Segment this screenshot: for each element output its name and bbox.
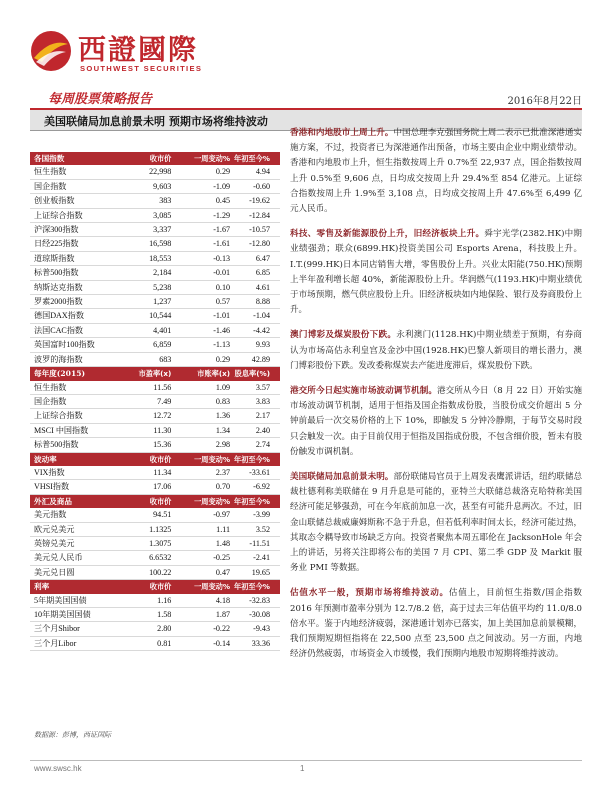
commentary-section	[290, 586, 582, 662]
table-cell: 100.22	[121, 565, 178, 579]
table-section-header	[30, 152, 280, 165]
table-cell: 3.52	[234, 522, 280, 536]
table-cell: -4.42	[234, 323, 280, 337]
table-cell: 波罗的海指数	[30, 352, 121, 366]
table-cell: 0.45	[177, 194, 234, 208]
table-cell: 罗素2000指数	[30, 295, 121, 309]
table-row	[30, 608, 280, 622]
table-header-cell: 外汇及商品	[30, 494, 121, 508]
table-header-cell: 股息率(%)	[234, 367, 280, 381]
table-cell: 2.17	[234, 409, 280, 423]
table-cell: -1.29	[177, 208, 234, 222]
commentary-section	[290, 227, 582, 318]
table-row	[30, 223, 280, 237]
table-header-cell: 年初至今%	[234, 580, 280, 594]
table-cell: 42.89	[234, 352, 280, 366]
table-cell: -1.67	[177, 223, 234, 237]
table-cell: 三个月Libor	[30, 636, 121, 650]
table-header-cell: 利率	[30, 580, 121, 594]
table-row	[30, 565, 280, 579]
table-row	[30, 438, 280, 452]
report-name: 每周股票策略报告	[48, 92, 153, 107]
section-title: 估值水平一般，预期市场将维持波动。	[290, 588, 449, 599]
table-row	[30, 338, 280, 352]
table-row	[30, 381, 280, 395]
table-cell: 2.80	[121, 622, 178, 636]
table-row	[30, 522, 280, 536]
commentary-paragraph	[290, 227, 582, 318]
table-row	[30, 480, 280, 494]
table-cell: 4.94	[234, 165, 280, 179]
table-header-cell: 收市价	[121, 580, 178, 594]
table-cell: 0.47	[177, 565, 234, 579]
commentary-section	[290, 126, 582, 217]
table-cell: -0.25	[177, 551, 234, 565]
table-cell: 11.30	[121, 423, 178, 437]
table-cell: -33.61	[234, 466, 280, 480]
table-row	[30, 622, 280, 636]
table-cell: -10.57	[234, 223, 280, 237]
table-cell: -1.01	[177, 309, 234, 323]
table-cell: 5,238	[121, 280, 178, 294]
commentary-paragraph	[290, 384, 582, 460]
table-cell: 3,337	[121, 223, 178, 237]
table-cell: 2.40	[234, 423, 280, 437]
table-cell: 沪深300指数	[30, 223, 121, 237]
table-row	[30, 536, 280, 550]
table-cell: -0.60	[234, 179, 280, 193]
table-row	[30, 165, 280, 179]
table-cell: -1.04	[234, 309, 280, 323]
table-cell: 上证综合指数	[30, 409, 121, 423]
table-cell: 383	[121, 194, 178, 208]
table-cell: 0.57	[177, 295, 234, 309]
table-header-cell: 年初至今%	[234, 452, 280, 466]
table-cell: VIX指数	[30, 466, 121, 480]
table-cell: 0.29	[177, 352, 234, 366]
section-body: 港交所从今日（8 月 22 日）开始实施市场波动调节机制，适用于恒指及国企指数成份股，当股份成交价超出 5 分钟前最后一次交易价格的上下 10%，即触发 5 分钟冷静期，于每节交易时段只会触发一次。由于目前仅用于恒指及国指成份股，不包含细价股，暂未有股份触发市调机制。	[290, 386, 582, 457]
table-cell: -12.80	[234, 237, 280, 251]
table-cell: 6.85	[234, 266, 280, 280]
table-cell: 3.57	[234, 381, 280, 395]
commentary-paragraph	[290, 586, 582, 662]
table-cell: 9.93	[234, 338, 280, 352]
table-cell: 33.36	[234, 636, 280, 650]
table-header-cell: 收市价	[121, 452, 178, 466]
table-cell: 1,237	[121, 295, 178, 309]
table-cell: 12.72	[121, 409, 178, 423]
table-cell: 4.61	[234, 280, 280, 294]
table-header-cell: 收市价	[121, 152, 178, 165]
table-cell: 22,998	[121, 165, 178, 179]
table-cell: 19.65	[234, 565, 280, 579]
table-cell: -9.43	[234, 622, 280, 636]
table-header-cell: 一周变动%	[177, 580, 234, 594]
market-data-table	[30, 152, 280, 651]
table-cell: -30.08	[234, 608, 280, 622]
section-body: 舜宇光学(2382.HK)中期业绩强劲；联众(6899.HK)投资美国公司 Esports Arena，科技股上升。I.T.(999.HK)日本同店销售大增，零售股份上升。兴业太阳能(750.HK)预期上半年盈利增长超 40%，新能源股份上升。华润燃气(1193.HK)中期业绩优于市场预期，燃气供应股份上升。旧经济板块如内地保险、银行及券商股份上升。	[290, 229, 582, 316]
table-cell: -6.92	[234, 480, 280, 494]
table-cell: 1.16	[121, 594, 178, 608]
table-cell: -2.41	[234, 551, 280, 565]
table-cell: 16,598	[121, 237, 178, 251]
table-row	[30, 251, 280, 265]
section-title: 科技、零售及新能源股份上升，旧经济板块上升。	[290, 229, 485, 240]
table-cell: 1.36	[177, 409, 234, 423]
table-cell: -1.09	[177, 179, 234, 193]
table-row	[30, 295, 280, 309]
table-cell: 18,553	[121, 251, 178, 265]
table-cell: 1.1325	[121, 522, 178, 536]
table-row	[30, 423, 280, 437]
company-logo	[30, 24, 230, 76]
table-header-cell: 年初至今%	[234, 494, 280, 508]
table-section-header	[30, 367, 280, 381]
table-row	[30, 208, 280, 222]
table-section-header	[30, 452, 280, 466]
table-cell: 9,603	[121, 179, 178, 193]
table-row	[30, 394, 280, 408]
table-cell: 6.47	[234, 251, 280, 265]
table-cell: 15.36	[121, 438, 178, 452]
table-cell: 94.51	[121, 508, 178, 522]
page-number: 1	[300, 764, 305, 773]
table-cell: 德国DAX指数	[30, 309, 121, 323]
table-row	[30, 280, 280, 294]
table-cell: 创业板指数	[30, 194, 121, 208]
table-header-cell: 市盈率(x)	[121, 367, 178, 381]
table-cell: 683	[121, 352, 178, 366]
table-cell: 1.48	[177, 536, 234, 550]
table-row	[30, 594, 280, 608]
table-cell: 1.09	[177, 381, 234, 395]
table-cell: 三个月Shibor	[30, 622, 121, 636]
table-cell: 2.74	[234, 438, 280, 452]
table-cell: 2.37	[177, 466, 234, 480]
table-cell: -1.46	[177, 323, 234, 337]
table-header-cell: 一周变动%	[177, 152, 234, 165]
table-cell: 日经225指数	[30, 237, 121, 251]
table-header-cell: 波动率	[30, 452, 121, 466]
table-cell: 4.18	[177, 594, 234, 608]
table-section-header	[30, 494, 280, 508]
table-cell: VHSI指数	[30, 480, 121, 494]
table-row	[30, 636, 280, 650]
table-cell: 纳斯达克指数	[30, 280, 121, 294]
table-cell: 11.34	[121, 466, 178, 480]
table-row	[30, 266, 280, 280]
table-cell: -0.97	[177, 508, 234, 522]
table-cell: 标普500指数	[30, 266, 121, 280]
table-cell: 10,544	[121, 309, 178, 323]
table-cell: -32.83	[234, 594, 280, 608]
data-source-note: 数据源：彭博，西证国际	[34, 731, 111, 739]
table-cell: 3,085	[121, 208, 178, 222]
table-cell: 17.06	[121, 480, 178, 494]
table-row	[30, 323, 280, 337]
commentary-paragraph	[290, 328, 582, 374]
table-row	[30, 309, 280, 323]
section-title: 香港和内地股市上周上升。	[290, 128, 394, 138]
table-cell: 道琼斯指数	[30, 251, 121, 265]
table-cell: -0.22	[177, 622, 234, 636]
table-cell: 0.83	[177, 394, 234, 408]
table-cell: 英国富时100指数	[30, 338, 121, 352]
table-row	[30, 409, 280, 423]
table-cell: -0.01	[177, 266, 234, 280]
table-header-cell: 一周变动%	[177, 452, 234, 466]
table-cell: -0.14	[177, 636, 234, 650]
table-cell: 6,859	[121, 338, 178, 352]
table-cell: MSCI 中国指数	[30, 423, 121, 437]
table-header-cell: 年初至今%	[234, 152, 280, 165]
commentary-column	[290, 126, 582, 673]
table-cell: 2.98	[177, 438, 234, 452]
table-cell: 标普500指数	[30, 438, 121, 452]
table-cell: 1.58	[121, 608, 178, 622]
table-row	[30, 352, 280, 366]
table-cell: -0.13	[177, 251, 234, 265]
table-cell: -3.99	[234, 508, 280, 522]
commentary-section	[290, 470, 582, 576]
footer-url: www.swsc.hk	[34, 764, 82, 773]
table-header-cell: 一周变动%	[177, 494, 234, 508]
table-header-cell: 收市价	[121, 494, 178, 508]
table-header-cell: 每年度(2015)	[30, 367, 121, 381]
table-cell: 国企指数	[30, 179, 121, 193]
table-cell: 3.83	[234, 394, 280, 408]
table-cell: 8.88	[234, 295, 280, 309]
table-cell: -11.51	[234, 536, 280, 550]
table-cell: 美元指数	[30, 508, 121, 522]
table-row	[30, 466, 280, 480]
table-cell: 上证综合指数	[30, 208, 121, 222]
commentary-paragraph	[290, 470, 582, 576]
table-cell: 1.11	[177, 522, 234, 536]
table-cell: 0.81	[121, 636, 178, 650]
company-name-cn: 西證國際	[78, 33, 199, 66]
table-cell: 6.6532	[121, 551, 178, 565]
commentary-section	[290, 384, 582, 460]
table-row	[30, 194, 280, 208]
table-cell: -1.13	[177, 338, 234, 352]
table-cell: 0.70	[177, 480, 234, 494]
table-cell: -1.61	[177, 237, 234, 251]
table-row	[30, 237, 280, 251]
table-header-cell: 各国指数	[30, 152, 121, 165]
table-cell: 国企指数	[30, 394, 121, 408]
table-cell: 恒生指数	[30, 165, 121, 179]
commentary-paragraph	[290, 126, 582, 217]
section-body: 估值上，目前恒生指数/国企指数 2016 年预测市盈率分别为 12.7/8.2 倍，高于过去三年估值平均约 11.0/8.0 倍水平。鉴于内地经济疲弱，深港通计划亦已落实，加上美国加息前景模糊，我们预期短期恒指将在 22,500 点至 23,500 点之间波动。另一方面，内地经济仍然疲弱，市场资金入市缓慢，我们预期内地股市短期将维持波动。	[290, 588, 582, 660]
table-cell: 欧元兑美元	[30, 522, 121, 536]
table-cell: -12.84	[234, 208, 280, 222]
table-header-cell: 市账率(x)	[177, 367, 234, 381]
table-cell: 1.34	[177, 423, 234, 437]
headline-title: 美国联储局加息前景未明 预期市场将维持波动	[44, 115, 268, 128]
table-cell: 5年期美国国债	[30, 594, 121, 608]
table-cell: 美元兑日圆	[30, 565, 121, 579]
table-cell: 恒生指数	[30, 381, 121, 395]
section-body: 中国总理李克强国务院上周二表示已批准深港通实施方案，不过，投资者已为深港通作出预备，市场主要由企业中期业绩带动。香港和内地股市上升，恒生指数按周上升 0.7%至 22,937 点，国企指数按周上升 0.5%至 9,606 点，日均成交按周上升 29.4%至 854 亿港元。上证综合指数按周上升 1.9%至 3,108 点，日均成交按周上升 47.6%至 6,499 亿元人民币。	[290, 128, 582, 215]
table-cell: 1.3075	[121, 536, 178, 550]
section-title: 澳门博彩及煤炭股份下跌。	[290, 330, 397, 341]
table-cell: 10年期美国国债	[30, 608, 121, 622]
table-row	[30, 179, 280, 193]
table-row	[30, 551, 280, 565]
section-title: 美国联储局加息前景未明。	[290, 472, 394, 483]
table-cell: -19.62	[234, 194, 280, 208]
commentary-section	[290, 328, 582, 374]
footer-divider	[30, 760, 582, 761]
table-cell: 11.56	[121, 381, 178, 395]
table-section-header	[30, 580, 280, 594]
table-cell: 2,184	[121, 266, 178, 280]
table-cell: 4,401	[121, 323, 178, 337]
table-cell: 0.10	[177, 280, 234, 294]
table-cell: 7.49	[121, 394, 178, 408]
table-row	[30, 508, 280, 522]
section-body: 部份联储局官员于上周发表鹰派讲话，纽约联储总裁杜德利称美联储在 9 月升息是可能的，亚特兰大联储总裁洛克哈特称美国经济可能足够强劲，可在今年底前加息一次，甚至有可能升息两次。不过，旧金山联储总裁威廉姆斯称不急于升息，但若低利率时间太长，经济可能过热，其取态令耦导致市场缺乏方向。投资者聚焦本周五耶伦在 JacksonHole 年会上的讲话，另将关注即将公布的美国 7 月 CPI、第二季 GDP 及 Markit 服务业 PMI 等数据。	[290, 472, 582, 574]
table-cell: 美元兑人民币	[30, 551, 121, 565]
section-title: 港交所今日起实施市场波动调节机制。	[290, 386, 438, 397]
table-cell: 法国CAC指数	[30, 323, 121, 337]
section-body: 永利澳门(1128.HK)中期业绩差于预期，有券商认为市场高估永利皇宫及金沙中国(1928.HK)巴黎人新项目的增长潜力，澳门博彩股份下跌。发改委称煤炭去产能进度滞后，煤炭股份下跌。	[290, 330, 582, 371]
logo-emblem-icon	[30, 30, 72, 72]
report-date: 2016年8月22日	[507, 96, 582, 107]
table-cell: 英镑兑美元	[30, 536, 121, 550]
company-name-en: SOUTHWEST SECURITIES	[80, 64, 203, 73]
table-cell: 0.29	[177, 165, 234, 179]
table-cell: 1.87	[177, 608, 234, 622]
